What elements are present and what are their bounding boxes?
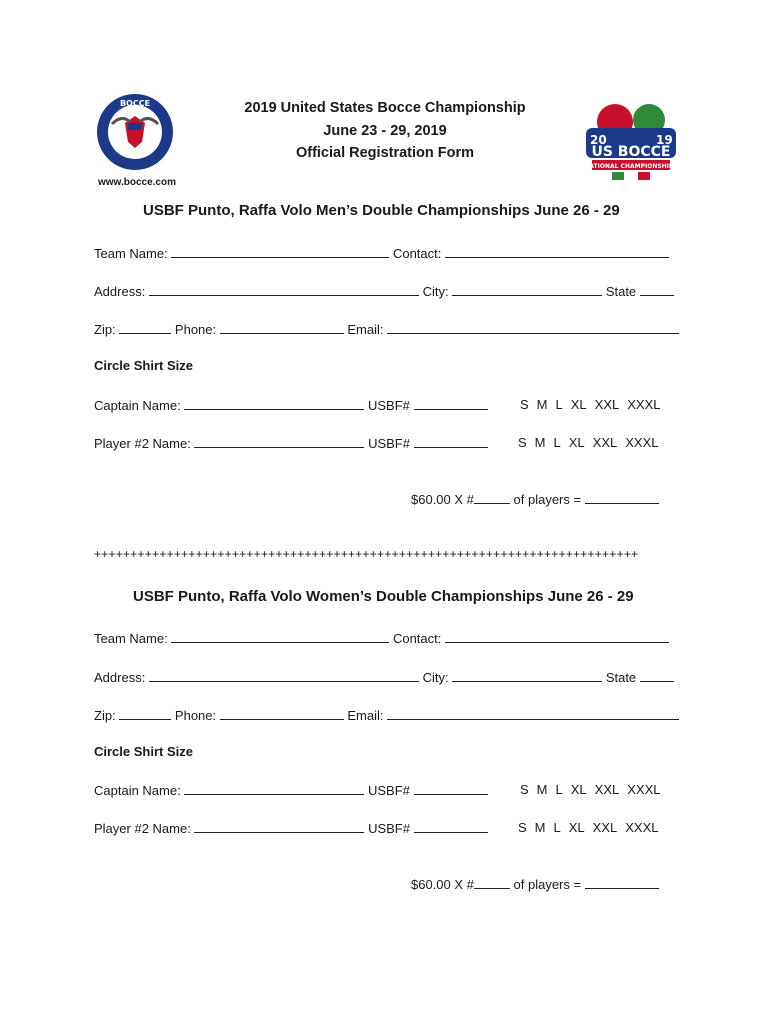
men-city-field[interactable] [452, 283, 602, 296]
usbf-label: USBF# [367, 398, 410, 413]
contact-label: Contact: [392, 246, 442, 261]
women-player2-row [94, 820, 488, 836]
captain-label: Captain Name: [94, 398, 181, 413]
women-address-field[interactable] [149, 669, 419, 682]
size-m[interactable]: M [536, 782, 548, 797]
size-xxl[interactable]: XXL [594, 782, 620, 797]
size-xxxl[interactable]: XXXL [625, 820, 659, 835]
women-player2-field[interactable] [194, 820, 364, 833]
women-team-name-field[interactable] [171, 630, 389, 643]
size-xxxl[interactable]: XXXL [625, 435, 659, 450]
women-phone-field[interactable] [220, 707, 344, 720]
usbf-label: USBF# [367, 783, 410, 798]
fee-players-label: of players = [513, 492, 582, 507]
state-label: State [605, 284, 637, 299]
men-zip-field[interactable] [119, 321, 171, 334]
size-xl[interactable]: XL [570, 397, 587, 412]
size-l[interactable]: L [553, 820, 561, 835]
address-label: Address: [94, 670, 146, 685]
men-player2-usbf-field[interactable] [414, 435, 488, 448]
men-team-name-row [94, 245, 669, 261]
women-contact-info-row [94, 707, 679, 723]
fee-amount-label: $60.00 X # [411, 492, 474, 507]
men-contact-info-row [94, 321, 679, 337]
women-city-field[interactable] [452, 669, 602, 682]
men-state-field[interactable] [640, 283, 674, 296]
men-section-title: USBF Punto, Raffa Volo Men’s Double Championships June 26 - 29 [143, 202, 620, 219]
logo-year-right: 19 [656, 133, 673, 147]
women-captain-usbf-field[interactable] [414, 782, 488, 795]
size-s[interactable]: S [520, 397, 529, 412]
zip-label: Zip: [94, 708, 116, 723]
state-label: State [605, 670, 637, 685]
logo-year-left: 20 [590, 133, 607, 147]
men-address-row [94, 283, 674, 299]
women-captain-row [94, 782, 488, 798]
men-player-count-field[interactable] [474, 491, 510, 504]
size-xl[interactable]: XL [568, 820, 585, 835]
team-name-label: Team Name: [94, 631, 168, 646]
contact-label: Contact: [392, 631, 442, 646]
page-title-line3: Official Registration Form [295, 145, 475, 161]
usbf-label: USBF# [368, 821, 410, 836]
size-xxxl[interactable]: XXXL [627, 397, 661, 412]
women-team-name-row [94, 630, 669, 646]
women-captain-field[interactable] [184, 782, 364, 795]
fee-players-label: of players = [513, 877, 582, 892]
women-player2-usbf-field[interactable] [414, 820, 488, 833]
size-s[interactable]: S [518, 820, 527, 835]
size-l[interactable]: L [555, 782, 563, 797]
address-label: Address: [94, 284, 146, 299]
men-player2-sizes [518, 435, 658, 450]
size-m[interactable]: M [534, 820, 546, 835]
men-captain-sizes [520, 397, 660, 412]
usbf-website: www.bocce.com [98, 177, 176, 188]
men-address-field[interactable] [149, 283, 419, 296]
women-player2-sizes [518, 820, 658, 835]
size-s[interactable]: S [518, 435, 527, 450]
men-email-field[interactable] [387, 321, 679, 334]
usbf-label: USBF# [368, 436, 410, 451]
player2-label: Player #2 Name: [94, 821, 191, 836]
size-xl[interactable]: XL [568, 435, 585, 450]
men-captain-field[interactable] [184, 397, 364, 410]
size-m[interactable]: M [536, 397, 548, 412]
men-fee-total-field[interactable] [585, 491, 659, 504]
men-contact-field[interactable] [445, 245, 669, 258]
women-shirt-size-heading: Circle Shirt Size [94, 744, 193, 759]
size-xxl[interactable]: XXL [592, 820, 618, 835]
men-shirt-size-heading: Circle Shirt Size [94, 358, 193, 373]
logo-banner: NATIONAL CHAMPIONSHIPS [584, 163, 678, 170]
women-state-field[interactable] [640, 669, 674, 682]
men-captain-usbf-field[interactable] [414, 397, 488, 410]
men-team-name-field[interactable] [171, 245, 389, 258]
logo-bocce-text: BOCCE [119, 99, 151, 108]
women-zip-field[interactable] [119, 707, 171, 720]
zip-label: Zip: [94, 322, 116, 337]
section-divider: +++++++++++++++++++++++++++++++++++++++++++++++++++++++++++++++++++++++++++ [94, 547, 639, 561]
phone-label: Phone: [174, 322, 217, 337]
city-label: City: [422, 670, 449, 685]
size-l[interactable]: L [553, 435, 561, 450]
size-m[interactable]: M [534, 435, 546, 450]
player2-label: Player #2 Name: [94, 436, 191, 451]
page-title-line2: June 23 - 29, 2019 [323, 123, 447, 139]
page-title-line1: 2019 United States Bocce Championship [244, 100, 526, 116]
team-name-label: Team Name: [94, 246, 168, 261]
women-section-title: USBF Punto, Raffa Volo Women’s Double Championships June 26 - 29 [133, 588, 634, 605]
men-player2-row [94, 435, 488, 451]
size-xxxl[interactable]: XXXL [627, 782, 661, 797]
fee-amount-label: $60.00 X # [411, 877, 474, 892]
men-player2-field[interactable] [194, 435, 364, 448]
women-email-field[interactable] [387, 707, 679, 720]
size-s[interactable]: S [520, 782, 529, 797]
women-fee-total-field[interactable] [585, 876, 659, 889]
women-captain-sizes [520, 782, 660, 797]
women-address-row [94, 669, 674, 685]
women-contact-field[interactable] [445, 630, 669, 643]
size-l[interactable]: L [555, 397, 563, 412]
captain-label: Captain Name: [94, 783, 181, 798]
email-label: Email: [347, 322, 384, 337]
men-fee-row [411, 491, 659, 507]
women-fee-row [411, 876, 659, 892]
size-xl[interactable]: XL [570, 782, 587, 797]
men-captain-row [94, 397, 488, 413]
size-xxl[interactable]: XXL [592, 435, 618, 450]
logo-brand: US BOCCE [591, 144, 671, 160]
email-label: Email: [347, 708, 384, 723]
city-label: City: [422, 284, 449, 299]
phone-label: Phone: [174, 708, 217, 723]
men-phone-field[interactable] [220, 321, 344, 334]
size-xxl[interactable]: XXL [594, 397, 620, 412]
women-player-count-field[interactable] [474, 876, 510, 889]
